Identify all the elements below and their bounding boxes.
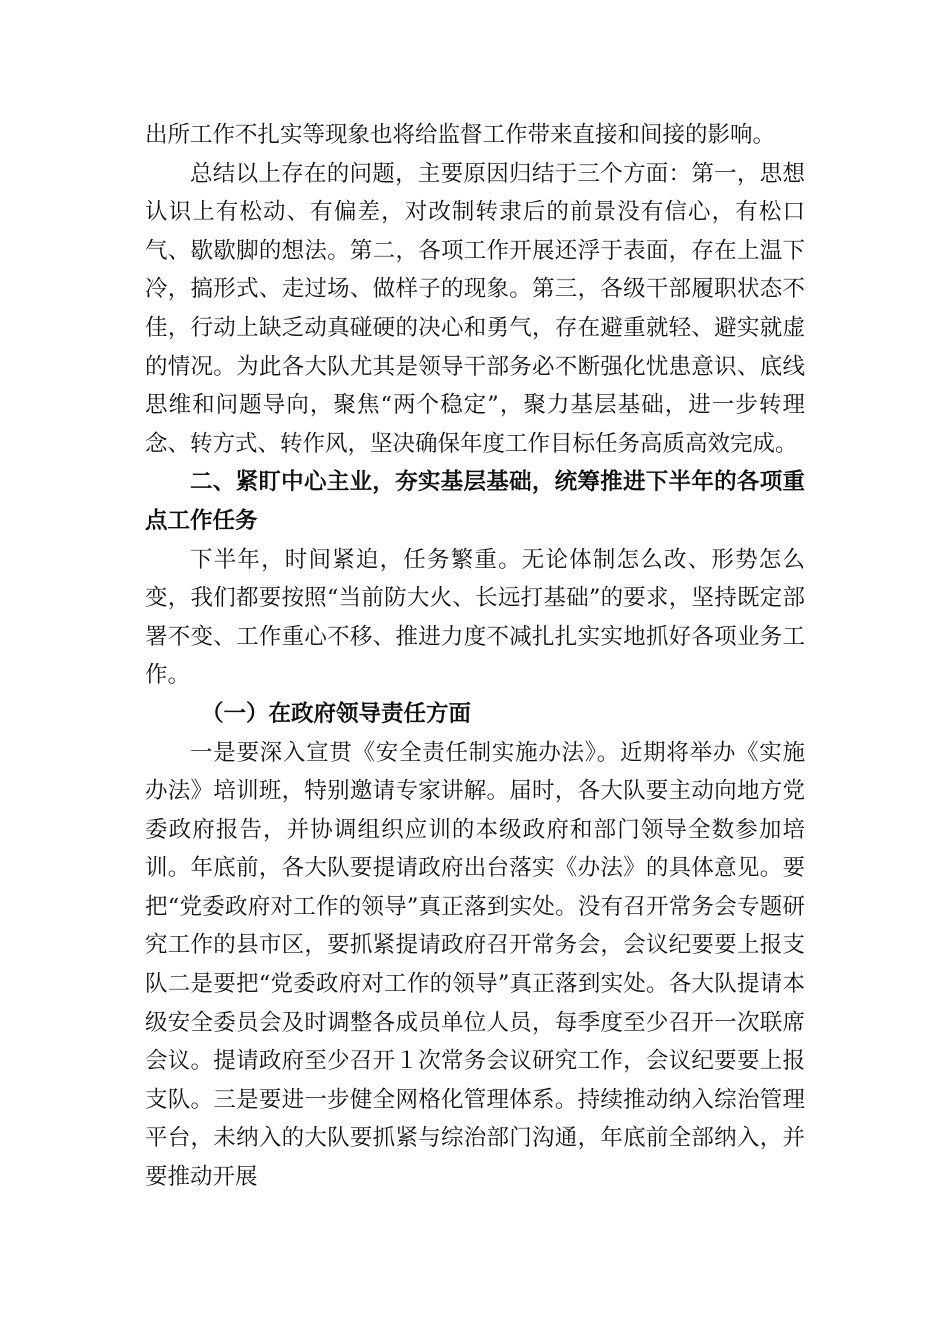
paragraph-summary: 总结以上存在的问题，主要原因归结于三个方面：第一，思想认识上有松动、有偏差，对改制转隶后的前景没有信心，有松口气、歇歇脚的想法。第二，各项工作开展还浮于表面，存在上温下冷，搞形式、走过场、做样子的现象。第三，各级干部履职状态不佳，行动上缺乏动真碰硬的决心和勇气，存在避重就轻、避实就虚的情况。为此各大队尤其是领导干部务必不断强化忧患意识、底线思维和问题导向，聚焦“两个稳定”，聚力基层基础，进一步转理念、转方式、转作风，坚决确保年度工作目标任务高质高效完成。 [145,160,805,457]
paragraph-second-half: 下半年，时间紧迫，任务繁重。无论体制怎么改、形势怎么变，我们都要按照“当前防大火、长远打基础”的要求，坚持既定部署不变、工作重心不移、推进力度不减扎扎实实地抓好各项业务工作。 [145,546,805,689]
section-heading: 二、紧盯中心主业，夯实基层基础，统筹推进下半年的各项重点工作任务 [145,469,805,534]
paragraph-continuation: 出所工作不扎实等现象也将给监督工作带来直接和间接的影响。 [145,122,776,148]
subsection-heading: （一）在政府领导责任方面 [201,700,472,727]
paragraph-government-responsibility: 一是要深入宣贯《安全责任制实施办法》。近期将举办《实施办法》培训班，特别邀请专家讲解。届时，各大队要主动向地方党委政府报告，并协调组织应训的本级政府和部门领导全数参加培训。年底前，各大队要提请政府出台落实《办法》的具体意见。要把“党委政府对工作的领导”真正落到实处。没有召开常务会专题研究工作的县市区，要抓紧提请政府召开常务会，会议纪要要上报支队二是要把“党委政府对工作的领导”真正落到实处。各大队提请本级安全委员会及时调整各成员单位人员，每季度至少召开一次联席会议。提请政府至少召开１次常务会议研究工作，会议纪要要上报支队。三是要进一步健全网格化管理体系。持续推动纳入综治管理平台，未纳入的大队要抓紧与综治部门沟通，年底前全部纳入，并要推动开展 [145,739,805,1191]
document-page [145,116,805,1197]
